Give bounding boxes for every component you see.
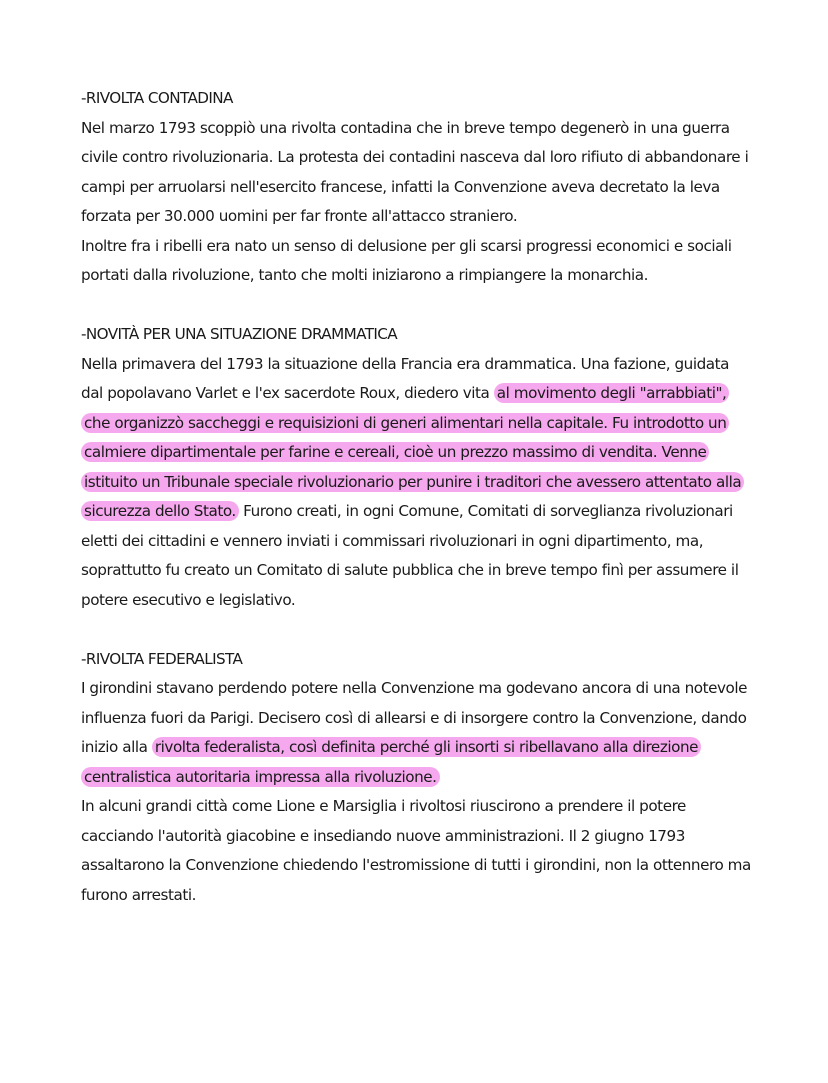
paragraph-text: Furono creati, in ogni Comune, Comitati di sorveglianza rivoluzionari eletti dei cittadini e vennero inviati i commissari rivoluzionari in ogni dipartimento, ma, soprattutto fu creato un Comitato di salute pubblica che in breve tempo finì per assumere il potere esecutivo e legislativo. [81, 502, 739, 609]
section-rivolta-federalista [81, 645, 753, 911]
section-heading: -NOVITÀ PER UNA SITUAZIONE DRAMMATICA [81, 325, 398, 343]
section-rivolta-contadina [81, 84, 753, 291]
section-novita [81, 320, 753, 615]
paragraph [81, 350, 753, 616]
section-heading: -RIVOLTA CONTADINA [81, 89, 233, 107]
paragraph-text: I girondini stavano perdendo potere nella Convenzione ma godevano ancora di una notevole influenza fuori da Parigi. Decisero così di allearsi e di insorgere contro la Convenzione, dando inizio alla [81, 679, 748, 756]
section-heading: -RIVOLTA FEDERALISTA [81, 649, 243, 668]
highlighted-text: rivolta federalista, così definita perché gli insorti si ribellavano alla direzione centralistica autoritaria impressa alla rivoluzione. [81, 737, 701, 787]
document-page [81, 84, 753, 910]
highlighted-text: al movimento degli "arrabbiati", che organizzò saccheggi e requisizioni di generi alimentari nella capitale. Fu introdotto un calmiere dipartimentale per farine e cereali, cioè un prezzo massimo di vendita. Venne istituito un Tribunale speciale rivoluzionario per punire i traditori che avessero attentato alla sicurezza dello Stato. [81, 383, 744, 521]
paragraph: Inoltre fra i ribelli era nato un senso di delusione per gli scarsi progressi economici e sociali portati dalla rivoluzione, tanto che molti iniziarono a rimpiangere la monarchia. [81, 236, 732, 284]
paragraph-text: Nella primavera del 1793 la situazione della Francia era drammatica. Una fazione, guidata dal popolavano Varlet e l'ex sacerdote Roux, diedero vita [81, 354, 730, 402]
paragraph: In alcuni grandi città come Lione e Marsiglia i rivoltosi riuscirono a prendere il potere cacciando l'autorità giacobine e insediando nuove amministrazioni. Il 2 giugno 1793 assaltarono la Convenzione chiedendo l'estromissione di tutti i girondini, non la ottennero ma furono arrestati. [81, 797, 751, 904]
paragraph [81, 674, 753, 792]
paragraph: Nel marzo 1793 scoppiò una rivolta contadina che in breve tempo degenerò in una guerra civile contro rivoluzionaria. La protesta dei contadini nasceva dal loro rifiuto di abbandonare i campi per arruolarsi nell'esercito francese, infatti la Convenzione aveva decretato la leva forzata per 30.000 uomini per far fronte all'attacco straniero. [81, 118, 749, 225]
